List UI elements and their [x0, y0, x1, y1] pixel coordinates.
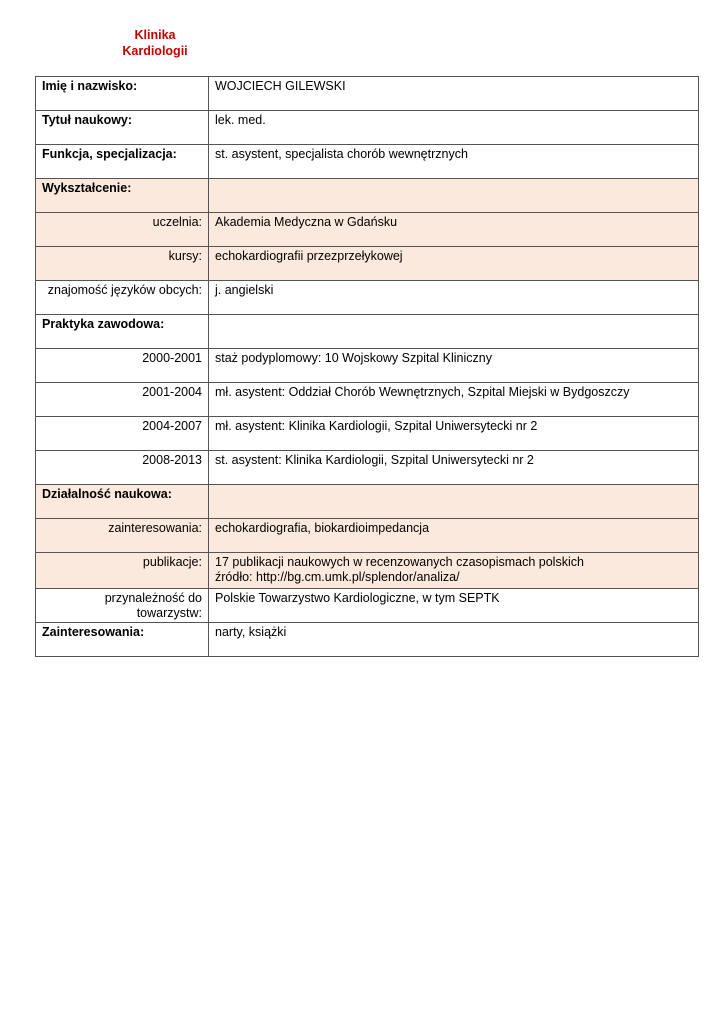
courses-label: kursy:	[36, 247, 209, 281]
practice-period: 2000-2001	[36, 349, 209, 383]
courses-value: echokardiografii przezprzełykowej	[209, 247, 699, 281]
hobbies-label: Zainteresowania:	[36, 623, 209, 657]
societies-row	[36, 589, 699, 623]
practice-description: st. asystent: Klinika Kardiologii, Szpital Uniwersytecki nr 2	[209, 451, 699, 485]
practice-row	[36, 383, 699, 417]
interests-label: zainteresowania:	[36, 519, 209, 553]
publications-label: publikacje:	[36, 553, 209, 589]
societies-value: Polskie Towarzystwo Kardiologiczne, w tym SEPTK	[209, 589, 699, 623]
languages-value: j. angielski	[209, 281, 699, 315]
university-row	[36, 213, 699, 247]
practice-period: 2004-2007	[36, 417, 209, 451]
practice-description: mł. asystent: Klinika Kardiologii, Szpital Uniwersytecki nr 2	[209, 417, 699, 451]
name-label: Imię i nazwisko:	[36, 77, 209, 111]
name-row	[36, 77, 699, 111]
cv-table	[35, 76, 699, 657]
title-value: lek. med.	[209, 111, 699, 145]
publications-line1: 17 publikacji naukowych w recenzowanych czasopismach polskich	[215, 555, 584, 569]
function-row	[36, 145, 699, 179]
function-label: Funkcja, specjalizacja:	[36, 145, 209, 179]
practice-section-label: Praktyka zawodowa:	[36, 315, 209, 349]
hobbies-row	[36, 623, 699, 657]
science-section-label: Działalność naukowa:	[36, 485, 209, 519]
practice-period: 2001-2004	[36, 383, 209, 417]
education-section-label: Wykształcenie:	[36, 179, 209, 213]
languages-label: znajomość języków obcych:	[36, 281, 209, 315]
interests-row	[36, 519, 699, 553]
languages-row	[36, 281, 699, 315]
practice-period: 2008-2013	[36, 451, 209, 485]
clinic-header-line1: Klinika	[134, 28, 176, 42]
name-value: WOJCIECH GILEWSKI	[209, 77, 699, 111]
societies-label: przynależność do towarzystw:	[36, 589, 209, 623]
science-section-empty	[209, 485, 699, 519]
title-row	[36, 111, 699, 145]
university-value: Akademia Medyczna w Gdańsku	[209, 213, 699, 247]
title-label: Tytuł naukowy:	[36, 111, 209, 145]
courses-row	[36, 247, 699, 281]
publications-row	[36, 553, 699, 589]
clinic-header-line2: Kardiologii	[122, 44, 188, 58]
hobbies-value: narty, książki	[209, 623, 699, 657]
publications-source: źródło: http://bg.cm.umk.pl/splendor/analiza/	[215, 570, 460, 584]
practice-section-row	[36, 315, 699, 349]
university-label: uczelnia:	[36, 213, 209, 247]
education-section-empty	[209, 179, 699, 213]
practice-section-empty	[209, 315, 699, 349]
function-value: st. asystent, specjalista chorób wewnętrznych	[209, 145, 699, 179]
interests-value: echokardiografia, biokardioimpedancja	[209, 519, 699, 553]
clinic-header	[100, 27, 210, 59]
practice-description: mł. asystent: Oddział Chorób Wewnętrznych, Szpital Miejski w Bydgoszczy	[209, 383, 699, 417]
education-section-row	[36, 179, 699, 213]
science-section-row	[36, 485, 699, 519]
publications-value	[209, 553, 699, 589]
practice-row	[36, 451, 699, 485]
practice-description: staż podyplomowy: 10 Wojskowy Szpital Kliniczny	[209, 349, 699, 383]
practice-row	[36, 349, 699, 383]
practice-row	[36, 417, 699, 451]
